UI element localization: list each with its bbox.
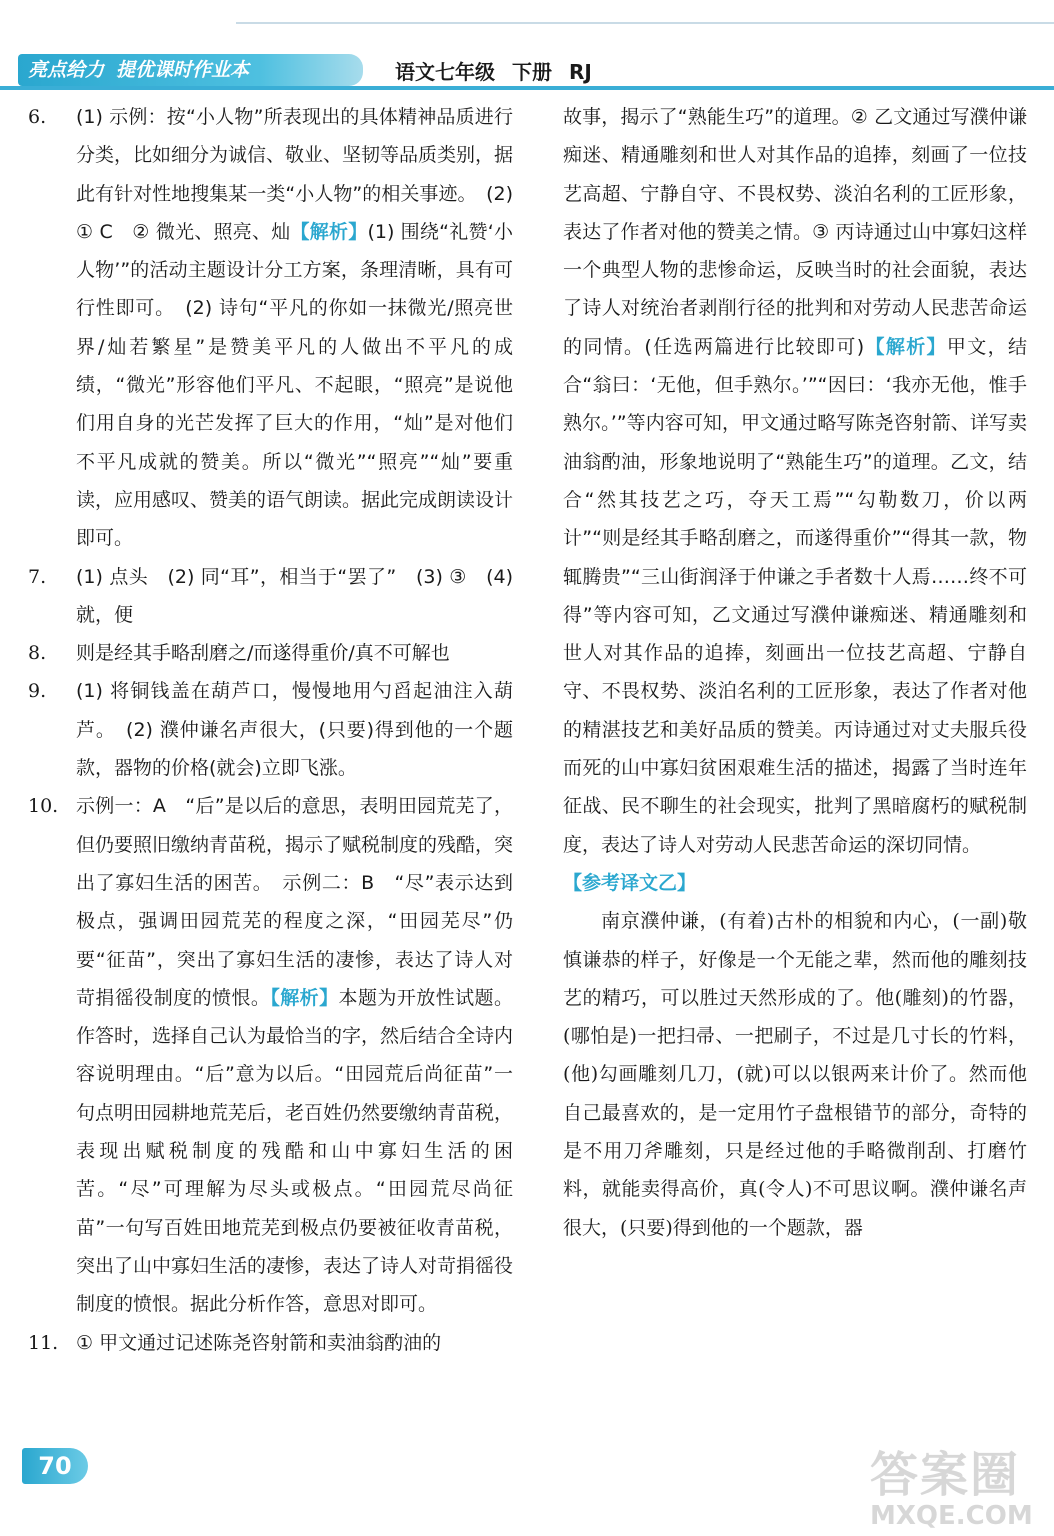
question-number: 7. [28, 565, 47, 588]
series-name: 提优课时作业本 [116, 59, 250, 81]
question-number: 8. [28, 642, 47, 665]
subject-info [395, 56, 592, 85]
top-rule [236, 22, 1054, 24]
answer-text: 示例一：A “后”是以后的意思，表明田园荒芜了，但仍要照旧缴纳青苗税，揭示了赋税制度的残酷，突出了寡妇生活的困苦。 示例二：B “尽”表示达到极点，强调田园荒芜的程度之深，“田园芜尽”仍要“征苗”，突出了寡妇生活的凄惨，表达了诗人对苛捐徭役制度的愤恨。 [76, 795, 514, 1009]
translation-tag: 【参考译文乙】 [563, 871, 697, 894]
edition: RJ [568, 60, 592, 84]
watermark-url: MXQE.COM [870, 1501, 1033, 1531]
left-column [28, 98, 513, 1362]
answer-item-10 [28, 787, 513, 1323]
answer-text: 则是经其手略刮磨之/而遂得重价/真不可解也 [76, 642, 450, 665]
answer-item-7 [28, 558, 513, 635]
answer-text: ① 甲文通过记述陈尧咨射箭和卖油翁酌油的 [76, 1331, 442, 1354]
answer-item-8 [28, 634, 513, 672]
subject-grade: 语文七年级 [395, 60, 495, 84]
watermark-text: 答案圈 [870, 1447, 1021, 1503]
analysis-tag: 【解析】 [864, 335, 947, 358]
answer-continuation: 故事，揭示了“熟能生巧”的道理。② 乙文通过写濮仲谦痴迷、精通雕刻和世人对其作品的追捧，刻画了一位技艺高超、宁静自守、不畏权势、淡泊名利的工匠形象，表达了作者对他的赞美之情。③ 丙诗通过山中寡妇这样一个典型人物的悲惨命运，反映当时的社会面貌，表达了诗人对统治者剥削行径的批判和对劳动人民悲苦命运的同情。(任选两篇进行比较即可) [563, 106, 1027, 358]
analysis-tag: 【解析】 [290, 220, 368, 243]
answer-text: (1) 示例：按“小人物”所表现出的具体精神品质进行分类，比如细分为诚信、敬业、坚韧等品质类别，据此有针对性地搜集某一类“小人物”的相关事迹。 (2) ① C ② 微光、照亮、灿 [76, 106, 514, 243]
analysis-text: 本题为开放性试题。作答时，选择自己认为最恰当的字，然后结合全诗内容说明理由。“后”意为以后。“田园荒后尚征苗”一句点明田园耕地荒芜后，老百姓仍然要缴纳青苗税，表现出赋税制度的残酷和山中寡妇生活的困苦。“尽”可理解为尽头或极点。“田园荒尽尚征苗”一句写百姓田地荒芜到极点仍要被征收青苗税，突出了山中寡妇生活的凄惨，表达了诗人对苛捐徭役制度的愤恨。据此分析作答，意思对即可。 [76, 986, 514, 1316]
question-number: 11. [28, 1331, 59, 1354]
answer-item-6 [28, 98, 513, 558]
answer-text: (1) 点头 (2) 同“耳”，相当于“罢了” (3) ③ (4) 就，便 [76, 565, 513, 626]
header-divider [0, 86, 1054, 90]
analysis-text: (1) 围绕“礼赞‘小人物’”的活动主题设计分工方案，条理清晰，具有可行性即可。 (2) 诗句“平凡的你如一抹微光/照亮世界/灿若繁星”是赞美平凡的人做出不平凡的成绩，“微光”形容他们平凡、不起眼，“照亮”是说他们用自身的光芒发挥了巨大的作用，“灿”是对他们不平凡成就的赞美。所以“微光”“照亮”“灿”要重读，应用感叹、赞美的语气朗读。据此完成朗读设计即可。 [76, 220, 514, 550]
question-number: 10. [28, 795, 59, 818]
question-number: 9. [28, 680, 47, 703]
page-header [0, 0, 1054, 92]
translation-text: 南京濮仲谦，(有着)古朴的相貌和内心，(一副)敬慎谦恭的样子，好像是一个无能之辈，然而他的雕刻技艺的精巧，可以胜过天然形成的了。他(雕刻)的竹器，(哪怕是)一把扫帚、一把刷子，不过是几寸长的竹料，(他)勾画雕刻几刀，(就)可以以银两来计价了。然而他自己最喜欢的，是一定用竹子盘根错节的部分，奇特的是不用刀斧雕刻，只是经过他的手略微削刮、打磨竹料，就能卖得高价，真(令人)不可思议啊。濮仲谦名声很大，(只要)得到他的一个题款，器 [563, 910, 1027, 1239]
answer-item-11 [28, 1324, 513, 1362]
answer-text: (1) 将铜钱盖在葫芦口，慢慢地用勺舀起油注入葫芦。 (2) 濮仲谦名声很大，(只要)得到他的一个题款，器物的价格(就会)立即飞涨。 [76, 680, 513, 780]
analysis-tag: 【解析】 [270, 986, 339, 1009]
brand-name: 亮点给力 [28, 59, 105, 81]
question-number: 6. [28, 106, 47, 128]
page-number: 70 [22, 1448, 88, 1484]
answer-item-9 [28, 672, 513, 787]
brand-banner [18, 54, 363, 86]
analysis-text: 甲文，结合“翁曰：‘无他，但手熟尔。’”“因曰：‘我亦无他，惟手熟尔。’”等内容可知，甲文通过略写陈尧咨射箭、详写卖油翁酌油，形象地说明了“熟能生巧”的道理。乙文，结合“然其技艺之巧，夺天工焉”“勾勒数刀，价以两计”“则是经其手略刮磨之，而遂得重价”“得其一款，物辄腾贵”“三山街润泽于仲谦之手者数十人焉……终不可得”等内容可知，乙文通过写濮仲谦痴迷、精通雕刻和世人对其作品的追捧，刻画出一位技艺高超、宁静自守、不畏权势、淡泊名利的工匠形象，表达了作者对他的精湛技艺和美好品质的赞美。丙诗通过对丈夫服兵役而死的山中寡妇贫困艰难生活的描述，揭露了当时连年征战、民不聊生的社会现实，批判了黑暗腐朽的赋税制度，表达了诗人对劳动人民悲苦命运的深切同情。 [563, 335, 1027, 856]
volume: 下册 [511, 60, 552, 84]
right-column [563, 98, 1027, 1247]
watermark-logo [870, 1448, 1050, 1532]
